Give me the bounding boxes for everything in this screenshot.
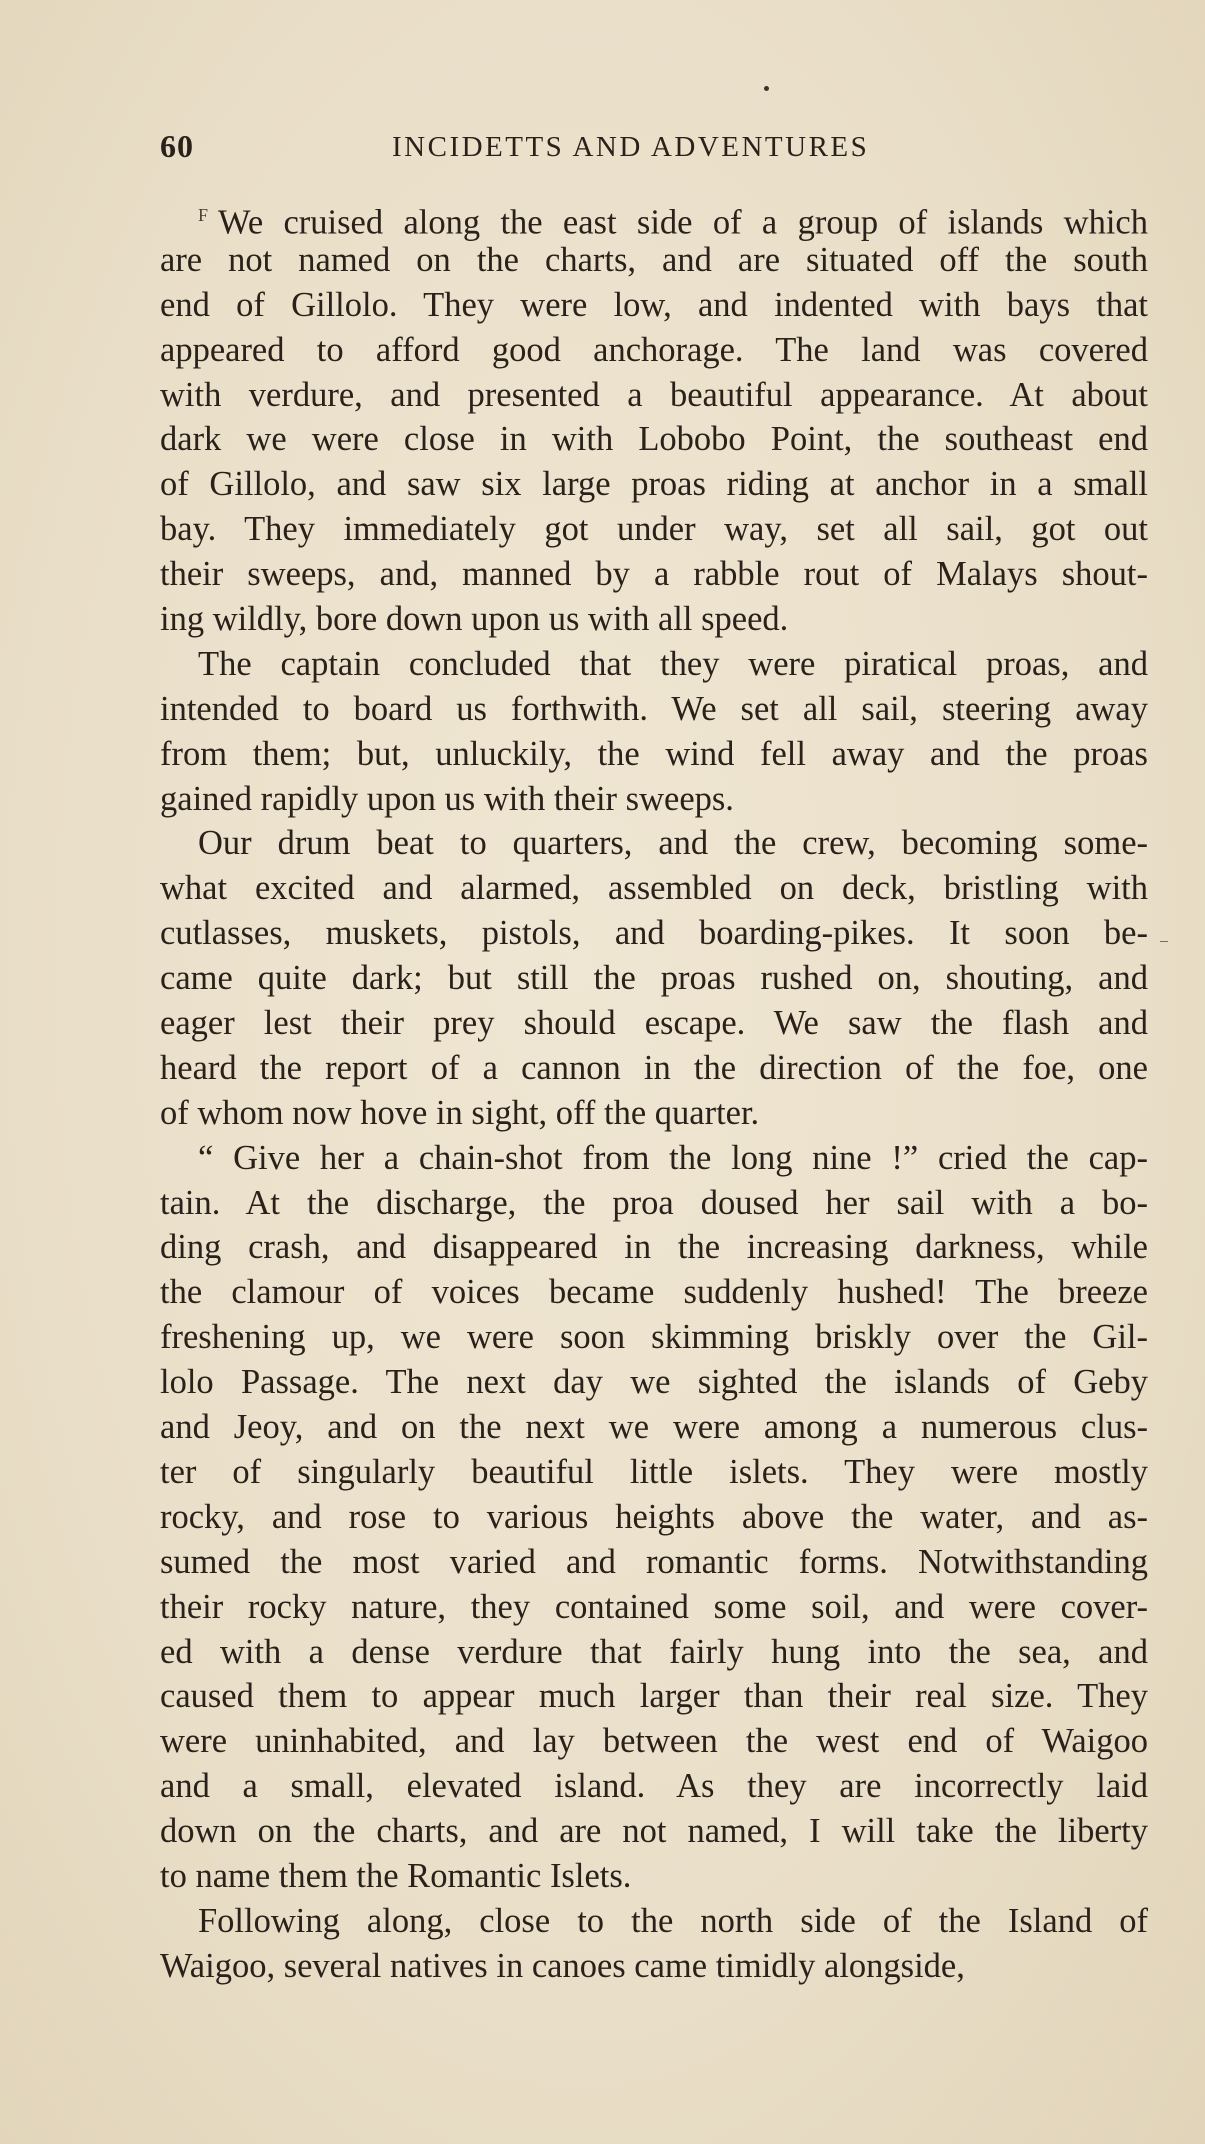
line-text: caused them to appear much larger than their real size. They <box>160 1677 1148 1716</box>
text-line <box>160 956 1148 1001</box>
text-line <box>160 1719 1148 1764</box>
text-line <box>160 1450 1148 1495</box>
line-text: eager lest their prey should escape. We saw the flash and <box>160 1004 1148 1043</box>
text-line <box>160 1540 1148 1585</box>
margin-blemish <box>1160 941 1168 942</box>
text-line <box>160 238 1148 283</box>
margin-mark: F <box>198 205 209 225</box>
text-line <box>160 1674 1148 1719</box>
line-text: intended to board us forthwith. We set all sail, steering away <box>160 689 1148 728</box>
line-text: were uninhabited, and lay between the west end of Waigoo <box>160 1722 1148 1761</box>
text-line <box>160 1854 1148 1899</box>
text-line <box>160 1809 1148 1854</box>
line-text: their rocky nature, they contained some soil, and were cover- <box>160 1587 1148 1626</box>
text-line <box>160 462 1148 507</box>
text-line <box>160 642 1148 687</box>
text-line <box>160 1585 1148 1630</box>
text-line <box>160 777 1148 822</box>
line-text: We cruised along the east side of a group of islands which <box>218 203 1148 242</box>
page-number: 60 <box>160 128 194 164</box>
text-line <box>160 732 1148 777</box>
line-text: bay. They immediately got under way, set all sail, got out <box>160 510 1148 549</box>
body-text <box>160 193 1148 1989</box>
line-text: rocky, and rose to various heights above the water, and as- <box>160 1497 1148 1536</box>
line-text: to name them the Romantic Islets. <box>160 1856 632 1895</box>
text-line <box>160 1630 1148 1675</box>
line-text: are not named on the charts, and are situated off the south <box>160 240 1148 279</box>
line-text: Waigoo, several natives in canoes came timidly alongside, <box>160 1946 965 1985</box>
text-line <box>160 328 1148 373</box>
line-text: the clamour of voices became suddenly hushed! The breeze <box>160 1273 1148 1312</box>
line-text: and Jeoy, and on the next we were among a numerous clus- <box>160 1408 1148 1447</box>
text-line <box>160 821 1148 866</box>
text-line <box>160 1764 1148 1809</box>
line-text: freshening up, we were soon skimming briskly over the Gil- <box>160 1318 1148 1357</box>
line-text: from them; but, unluckily, the wind fell away and the proas <box>160 734 1148 773</box>
line-text: and a small, elevated island. As they are incorrectly laid <box>160 1767 1148 1806</box>
text-line <box>160 507 1148 552</box>
text-line <box>160 552 1148 597</box>
line-text: tain. At the discharge, the proa doused her sail with a bo- <box>160 1183 1148 1222</box>
text-line <box>160 1315 1148 1360</box>
paragraph <box>160 1899 1148 1989</box>
text-line <box>160 1225 1148 1270</box>
text-line <box>160 1405 1148 1450</box>
text-line <box>160 1001 1148 1046</box>
text-line <box>160 417 1148 462</box>
line-text: what excited and alarmed, assembled on deck, bristling with <box>160 869 1148 908</box>
line-text: of whom now hove in sight, off the quarter. <box>160 1093 760 1132</box>
line-text: ed with a dense verdure that fairly hung into the sea, and <box>160 1632 1148 1671</box>
line-text: end of Gillolo. They were low, and indented with bays that <box>160 285 1148 324</box>
text-line <box>160 1899 1148 1944</box>
text-line <box>160 1046 1148 1091</box>
line-text: appeared to afford good anchorage. The land was covered <box>160 330 1148 369</box>
text-line <box>160 687 1148 732</box>
line-text: The captain concluded that they were piratical proas, and <box>198 644 1148 683</box>
text-line <box>160 193 1148 242</box>
line-text: down on the charts, and are not named, I will take the liberty <box>160 1812 1148 1851</box>
paragraph <box>160 821 1148 1135</box>
text-line <box>160 373 1148 418</box>
paragraph <box>160 642 1148 822</box>
text-line <box>160 283 1148 328</box>
line-text: Our drum beat to quarters, and the crew, becoming some- <box>198 824 1148 863</box>
line-text: ter of singularly beautiful little islets. They were mostly <box>160 1452 1148 1491</box>
paragraph <box>160 1136 1148 1899</box>
line-text: gained rapidly upon us with their sweeps. <box>160 779 734 818</box>
paragraph <box>160 193 1148 642</box>
line-text: heard the report of a cannon in the direction of the foe, one <box>160 1048 1148 1087</box>
line-text: Following along, close to the north side of the Island of <box>198 1901 1148 1940</box>
text-line <box>160 597 1148 642</box>
text-line <box>160 1270 1148 1315</box>
line-text: ing wildly, bore down upon us with all speed. <box>160 600 789 639</box>
line-text: sumed the most varied and romantic forms. Notwithstanding <box>160 1542 1148 1581</box>
line-text: dark we were close in with Lobobo Point, the southeast end <box>160 420 1148 459</box>
text-line <box>160 1360 1148 1405</box>
text-line <box>160 1091 1148 1136</box>
text-line <box>160 1136 1148 1181</box>
line-text: ding crash, and disappeared in the increasing darkness, while <box>160 1228 1148 1267</box>
text-line <box>160 866 1148 911</box>
text-line <box>160 911 1148 956</box>
line-text: cutlasses, muskets, pistols, and boarding-pikes. It soon be- <box>160 914 1148 953</box>
line-text: of Gillolo, and saw six large proas riding at anchor in a small <box>160 465 1148 504</box>
running-title: INCIDETTS AND ADVENTURES <box>392 131 870 163</box>
ink-speck <box>764 86 769 91</box>
line-text: “ Give her a chain-shot from the long nine !” cried the cap- <box>198 1138 1148 1177</box>
text-line <box>160 1181 1148 1226</box>
text-line <box>160 1495 1148 1540</box>
text-line <box>160 1944 1148 1989</box>
line-text: their sweeps, and, manned by a rabble rout of Malays shout- <box>160 555 1148 594</box>
line-text: came quite dark; but still the proas rushed on, shouting, and <box>160 959 1148 998</box>
line-text: with verdure, and presented a beautiful appearance. At about <box>160 375 1148 414</box>
line-text: lolo Passage. The next day we sighted the islands of Geby <box>160 1363 1148 1402</box>
